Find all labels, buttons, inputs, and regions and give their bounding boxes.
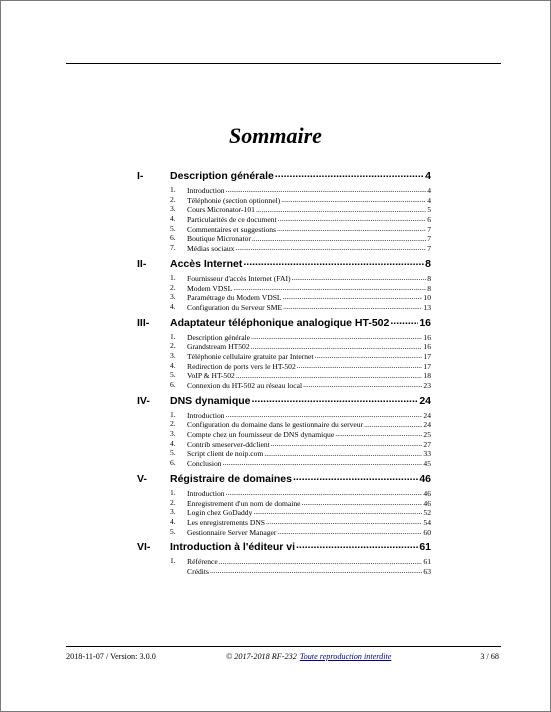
- section-page: 4: [425, 170, 431, 182]
- toc-subsection-entry[interactable]: [137, 273, 431, 283]
- dot-leader: [253, 507, 422, 515]
- section-title: Adaptateur téléphonique analogique HT-502: [170, 316, 390, 329]
- toc-subsection-entry[interactable]: [137, 410, 431, 420]
- toc-section: [137, 169, 431, 253]
- toc-section: [137, 394, 431, 468]
- section-title: Accès Internet: [170, 257, 243, 270]
- subsection-title: Cours Micronator-101: [187, 205, 255, 215]
- section-number: VI-: [137, 541, 151, 554]
- dot-leader: [275, 169, 424, 179]
- subsection-page: 17: [423, 361, 431, 371]
- subsection-page: 18: [423, 371, 431, 381]
- subsection-title: Introduction: [187, 186, 225, 195]
- subsection-page: 16: [423, 342, 431, 352]
- dot-leader: [226, 488, 423, 496]
- toc-subsection-entry[interactable]: [137, 361, 431, 371]
- subsection-title: Paramétrage du Modem VDSL: [187, 293, 282, 303]
- subsection-page: 13: [423, 302, 431, 312]
- toc-subsection-entry[interactable]: [137, 458, 431, 468]
- subsection-page: 17: [423, 351, 431, 361]
- dot-leader: [252, 233, 426, 241]
- section-title: DNS dynamique: [170, 394, 251, 407]
- subsection-number: 2.: [170, 341, 176, 351]
- toc-subsection-list: [137, 185, 431, 253]
- subsection-title: Compte chez un fournisseur de DNS dynamique: [187, 430, 335, 440]
- subsection-title: Référence: [187, 557, 218, 567]
- subsection-number: 1.: [170, 272, 176, 282]
- subsection-number: 6.: [170, 458, 176, 468]
- subsection-number: 3.: [170, 292, 176, 302]
- toc-section-heading[interactable]: [137, 257, 431, 271]
- subsection-page: 5: [427, 205, 431, 215]
- dot-leader: [210, 566, 422, 574]
- toc-section-heading[interactable]: [137, 316, 431, 330]
- dot-leader: [226, 410, 423, 418]
- subsection-title: Login chez GoDaddy: [187, 508, 253, 518]
- section-number: V-: [137, 472, 147, 485]
- subsection-title: Introduction: [187, 488, 225, 498]
- subsection-page: 7: [427, 234, 431, 244]
- dot-leader: [283, 302, 422, 310]
- section-page: 61: [419, 541, 431, 554]
- dot-leader: [252, 394, 419, 404]
- subsection-number: 2.: [170, 419, 176, 429]
- subsection-page: 24: [423, 410, 431, 420]
- subsection-page: 7: [427, 244, 431, 254]
- toc-subsection-entry[interactable]: [137, 341, 431, 351]
- subsection-page: 54: [423, 517, 431, 527]
- toc-subsection-entry[interactable]: [137, 332, 431, 342]
- subsection-page: 33: [423, 449, 431, 459]
- subsection-page: 61: [423, 557, 431, 567]
- subsection-number: 2.: [170, 282, 176, 292]
- dot-leader: [277, 224, 426, 232]
- footer-page-number: 3 / 68: [480, 652, 499, 661]
- subsection-title: VoIP & HT-502: [187, 371, 235, 381]
- toc-subsection-entry[interactable]: [137, 439, 431, 449]
- subsection-number: 5.: [170, 526, 176, 536]
- toc-subsection-entry[interactable]: [137, 380, 431, 390]
- dot-leader: [277, 527, 422, 535]
- toc-section: [137, 540, 431, 575]
- subsection-number: 1.: [170, 556, 176, 566]
- dot-leader: [281, 195, 426, 203]
- subsection-page: 52: [423, 508, 431, 518]
- footer-copyright: [226, 651, 391, 662]
- toc-subsection-entry[interactable]: [137, 292, 431, 302]
- section-page: 24: [419, 394, 431, 407]
- toc-subsection-entry[interactable]: [137, 448, 431, 458]
- toc-subsection-entry[interactable]: [137, 224, 431, 234]
- subsection-number: 3.: [170, 507, 176, 517]
- subsection-title: Enregistrement d'un nom de domaine: [187, 498, 301, 508]
- dot-leader: [251, 341, 423, 349]
- dot-leader: [292, 273, 427, 281]
- subsection-page: 46: [423, 488, 431, 498]
- subsection-title: Configuration du domaine dans le gestionnaire du serveur: [187, 420, 364, 430]
- dot-leader: [233, 283, 426, 291]
- subsection-number: 6.: [170, 233, 176, 243]
- toc-section-heading[interactable]: [137, 169, 431, 183]
- subsection-number: 7.: [170, 243, 176, 253]
- subsection-title: Boutique Micronator: [187, 234, 251, 244]
- subsection-number: 1.: [170, 409, 176, 419]
- toc-subsection-entry[interactable]: [137, 302, 431, 312]
- toc-subsection-entry[interactable]: [137, 195, 431, 205]
- subsection-title: Introduction: [187, 410, 225, 420]
- footer-date-version: 2018-11-07 / Version: 3.0.0: [66, 652, 156, 661]
- dot-leader: [296, 540, 418, 550]
- toc-subsection-entry[interactable]: [137, 488, 431, 498]
- subsection-title: Modem VDSL: [187, 283, 233, 293]
- subsection-page: 45: [423, 459, 431, 469]
- subsection-title: Description générale: [187, 332, 251, 342]
- toc-subsection-entry[interactable]: [137, 507, 431, 517]
- toc-subsection-entry[interactable]: [137, 233, 431, 243]
- subsection-number: 5.: [170, 448, 176, 458]
- subsection-page: 27: [423, 439, 431, 449]
- dot-leader: [302, 498, 423, 506]
- section-title: Régistraire de domaines: [170, 472, 292, 485]
- dot-leader: [251, 332, 422, 340]
- subsection-title: Particularités de ce document: [187, 215, 277, 225]
- toc-subsection-entry[interactable]: [137, 517, 431, 527]
- dot-leader: [271, 439, 423, 447]
- subsection-page: 60: [423, 527, 431, 537]
- subsection-title: Commentaires et suggestions: [187, 224, 277, 234]
- subsection-title: Contrib smeserver-ddclient: [187, 439, 270, 449]
- section-number: II-: [137, 257, 147, 270]
- subsection-page: 23: [423, 381, 431, 390]
- subsection-title: Conclusion: [187, 459, 222, 469]
- toc-section: [137, 316, 431, 390]
- dot-leader: [364, 419, 422, 427]
- section-title: Description générale: [170, 170, 274, 182]
- dot-leader: [226, 185, 427, 193]
- subsection-number: 3.: [170, 429, 176, 439]
- subsection-number: 4.: [170, 214, 176, 224]
- subsection-number: 1.: [170, 487, 176, 497]
- subsection-page: 10: [423, 293, 431, 303]
- dot-leader: [264, 448, 422, 456]
- subsection-title: Les enregistrements DNS: [187, 517, 266, 527]
- subsection-number: 4.: [170, 438, 176, 448]
- footer-rule: [66, 646, 501, 647]
- toc-subsection-list: [137, 556, 431, 575]
- subsection-title: Script client de noip.com: [187, 449, 264, 459]
- subsection-title: Connexion du HT-502 au réseau local: [187, 381, 303, 390]
- toc-subsection-entry[interactable]: [137, 498, 431, 508]
- subsection-title: Crédits: [187, 566, 209, 576]
- subsection-number: 6.: [170, 380, 176, 389]
- subsection-title: Fournisseur d'accès Internet (FAI): [187, 273, 291, 283]
- subsection-page: 24: [423, 420, 431, 430]
- header-rule: [66, 63, 501, 64]
- dot-leader: [236, 370, 423, 378]
- subsection-page: 46: [423, 498, 431, 508]
- subsection-title: Grandstream HT502: [187, 342, 250, 352]
- subsection-number: 1.: [170, 185, 176, 194]
- toc-section: [137, 257, 431, 312]
- toc-subsection-entry[interactable]: [137, 419, 431, 429]
- toc-subsection-entry[interactable]: [137, 243, 431, 253]
- toc-subsection-entry[interactable]: [137, 566, 431, 576]
- dot-leader: [297, 361, 423, 369]
- section-number: I-: [137, 170, 144, 182]
- toc-section-heading[interactable]: [137, 394, 431, 408]
- toc-subsection-entry[interactable]: [137, 283, 431, 293]
- toc-subsection-list: [137, 332, 431, 390]
- toc-subsection-list: [137, 410, 431, 468]
- subsection-page: 16: [423, 332, 431, 342]
- toc-section-heading[interactable]: [137, 540, 431, 554]
- dot-leader: [335, 429, 422, 437]
- subsection-number: 2.: [170, 497, 176, 507]
- subsection-page: 4: [427, 195, 431, 205]
- subsection-title: Gestionnaire Server Manager: [187, 527, 277, 537]
- dot-leader: [256, 204, 426, 212]
- section-title: Introduction à l'éditeur vi: [170, 541, 296, 554]
- subsection-page: 25: [423, 430, 431, 440]
- dot-leader: [303, 380, 422, 388]
- subsection-number: 5.: [170, 370, 176, 380]
- toc-section: [137, 472, 431, 536]
- subsection-number: 4.: [170, 301, 176, 311]
- subsection-page: 6: [427, 215, 431, 225]
- toc-subsection-entry[interactable]: [137, 370, 431, 380]
- subsection-number: 4.: [170, 360, 176, 370]
- section-number: III-: [137, 316, 150, 329]
- table-of-contents: [137, 169, 431, 580]
- subsection-page: 4: [427, 186, 431, 195]
- dot-leader: [243, 257, 424, 267]
- subsection-page: 8: [427, 283, 431, 293]
- dot-leader: [315, 351, 423, 359]
- subsection-number: 2.: [170, 194, 176, 204]
- dot-leader: [390, 316, 418, 326]
- subsection-page: 63: [423, 566, 431, 576]
- dot-leader: [223, 458, 423, 466]
- toc-subsection-entry[interactable]: [137, 527, 431, 537]
- subsection-title: Téléphonie (section optionnel): [187, 195, 281, 205]
- section-page: 16: [419, 316, 431, 329]
- rights-link[interactable]: Toute reproduction interdite: [299, 652, 392, 661]
- toc-subsection-entry[interactable]: [137, 204, 431, 214]
- subsection-number: 4.: [170, 516, 176, 526]
- subsection-page: 7: [427, 224, 431, 234]
- toc-subsection-entry[interactable]: [137, 351, 431, 361]
- toc-subsection-entry[interactable]: [137, 185, 431, 195]
- toc-subsection-entry[interactable]: [137, 429, 431, 439]
- subsection-number: 3.: [170, 350, 176, 360]
- section-page: 46: [419, 472, 431, 485]
- dot-leader: [278, 214, 427, 222]
- subsection-title: Configuration du Serveur SME: [187, 302, 283, 312]
- toc-subsection-list: [137, 273, 431, 312]
- dot-leader: [235, 243, 426, 251]
- subsection-title: Médias sociaux: [187, 244, 235, 254]
- subsection-number: 3.: [170, 204, 176, 214]
- toc-subsection-entry[interactable]: [137, 556, 431, 566]
- dot-leader: [266, 517, 422, 525]
- dot-leader: [293, 472, 418, 482]
- subsection-title: Redirection de ports vers le HT-502: [187, 361, 296, 371]
- subsection-title: Téléphonie cellulaire gratuite par Internet: [187, 351, 314, 361]
- subsection-number: 5.: [170, 223, 176, 233]
- dot-leader: [219, 556, 423, 564]
- subsection-number: 1.: [170, 331, 176, 341]
- section-number: IV-: [137, 394, 150, 407]
- subsection-page: 8: [427, 273, 431, 283]
- dot-leader: [283, 292, 423, 300]
- toc-subsection-list: [137, 488, 431, 536]
- toc-subsection-entry[interactable]: [137, 214, 431, 224]
- toc-section-heading[interactable]: [137, 472, 431, 486]
- copyright-text: © 2017-2018 RF-232: [226, 652, 297, 661]
- section-page: 8: [425, 257, 431, 270]
- page-title: Sommaire: [229, 123, 322, 148]
